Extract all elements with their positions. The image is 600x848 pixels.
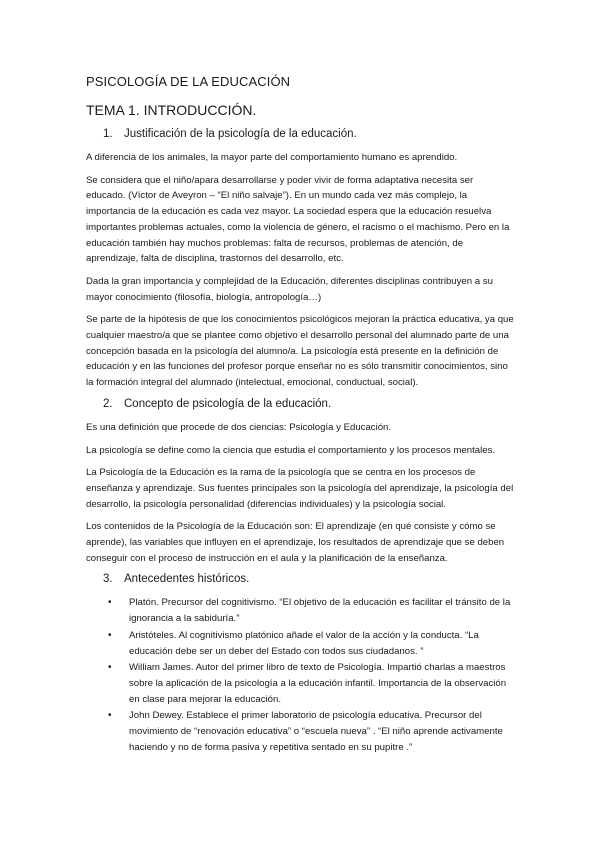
paragraph: Se parte de la hipótesis de que los conocimientos psicológicos mejoran la práctica educativa, ya que cualquier maestro/a que se plantee como objetivo el desarrollo personal del alumnado parte de una concepción basada en la psicología del alumno/a. La psicología está presente en la definición de educación y en las funciones del profesor porque enseñar no es sólo transmitir conocimientos, sino la formación integral del alumnado (intelectual, emocional, conductual, social). [86, 314, 514, 389]
bullet-icon: • [108, 662, 112, 674]
section-heading-justificacion [86, 128, 514, 140]
paragraph: Es una definición que procede de dos ciencias: Psicología y Educación. [86, 421, 392, 433]
list-item-text: John Dewey. Establece el primer laboratorio de psicología educativa. Precursor del movimiento de “renovación educativa” o “escuela nueva” . “El niño aprende activamente haciendo y no de forma pasiva y repetitiva sentado en su pupitre .” [129, 710, 503, 753]
historical-list [86, 595, 514, 755]
section-heading-concepto [86, 398, 514, 410]
bullet-icon: • [108, 597, 112, 609]
paragraph: Se considera que el niño/apara desarrollarse y poder vivir de forma adaptativa necesita ser educado. (Víctor de Aveyron – “El niño salvaje”). En un mundo cada vez más complejo, la importancia de la educación es cada vez mayor. La sociedad espera que la educación resuelva importantes problemas actuales, como la violencia de género, el racismo o el machismo. Pero en la educación también hay muchos problemas: falta de recursos, problemas de atención, de aprendizaje, falta de disciplina, trastornos del desarrollo, etc. [86, 174, 510, 265]
list-item-text: Aristóteles. Al cognitivismo platónico añade el valor de la acción y la conducta. “La educación debe ser un deber del Estado con todos sus ciudadanos. ” [129, 629, 479, 657]
list-item [108, 595, 514, 626]
paragraph: La psicología se define como la ciencia que estudia el comportamiento y los procesos mentales. [86, 444, 496, 456]
paragraph: Dada la gran importancia y complejidad de la Educación, diferentes disciplinas contribuyen a su mayor conocimiento (filosofía, biología, antropología…) [86, 275, 493, 303]
list-item [108, 628, 514, 659]
section-title: Antecedentes históricos. [124, 573, 250, 586]
bullet-icon: • [108, 710, 112, 722]
list-item-text: Platón. Precursor del cognitivismo. “El objetivo de la educación es facilitar el tránsito de la ignorancia a la sabiduría.” [129, 597, 511, 625]
list-item [108, 660, 514, 707]
section-title: Concepto de psicología de la educación. [124, 397, 332, 410]
paragraph: La Psicología de la Educación es la rama de la psicología que se centra en los procesos de enseñanza y aprendizaje. Sus fuentes principales son la psicología del aprendizaje, la psicología del desarrollo, la psicología personalidad (diferencias individuales) y la psicología social. [86, 467, 514, 510]
topic-heading: TEMA 1. INTRODUCCIÓN. [86, 102, 257, 118]
section-number: 1. [103, 128, 113, 140]
document-title: PSICOLOGÍA DE LA EDUCACIÓN [86, 74, 291, 89]
list-item-text: William James. Autor del primer libro de texto de Psicología. Impartió charlas a maestros sobre la aplicación de la psicología a la educación infantil. Importancia de la observación en clase para mejorar la educación. [129, 662, 507, 705]
list-item [108, 708, 514, 755]
section-heading-antecedentes [86, 573, 514, 585]
section-number: 3. [103, 573, 113, 586]
bullet-icon: • [108, 629, 112, 641]
section-title: Justificación de la psicología de la educación. [124, 128, 357, 140]
section-number: 2. [103, 397, 113, 410]
paragraph: Los contenidos de la Psicología de la Educación son: El aprendizaje (en qué consiste y cómo se aprende), las variables que influyen en el aprendizaje, los resultados de aprendizaje que se deben conseguir con el proceso de instrucción en el aula y la planificación de la enseñanza. [86, 521, 505, 564]
paragraph: A diferencia de los animales, la mayor parte del comportamiento humano es aprendido. [86, 152, 458, 163]
